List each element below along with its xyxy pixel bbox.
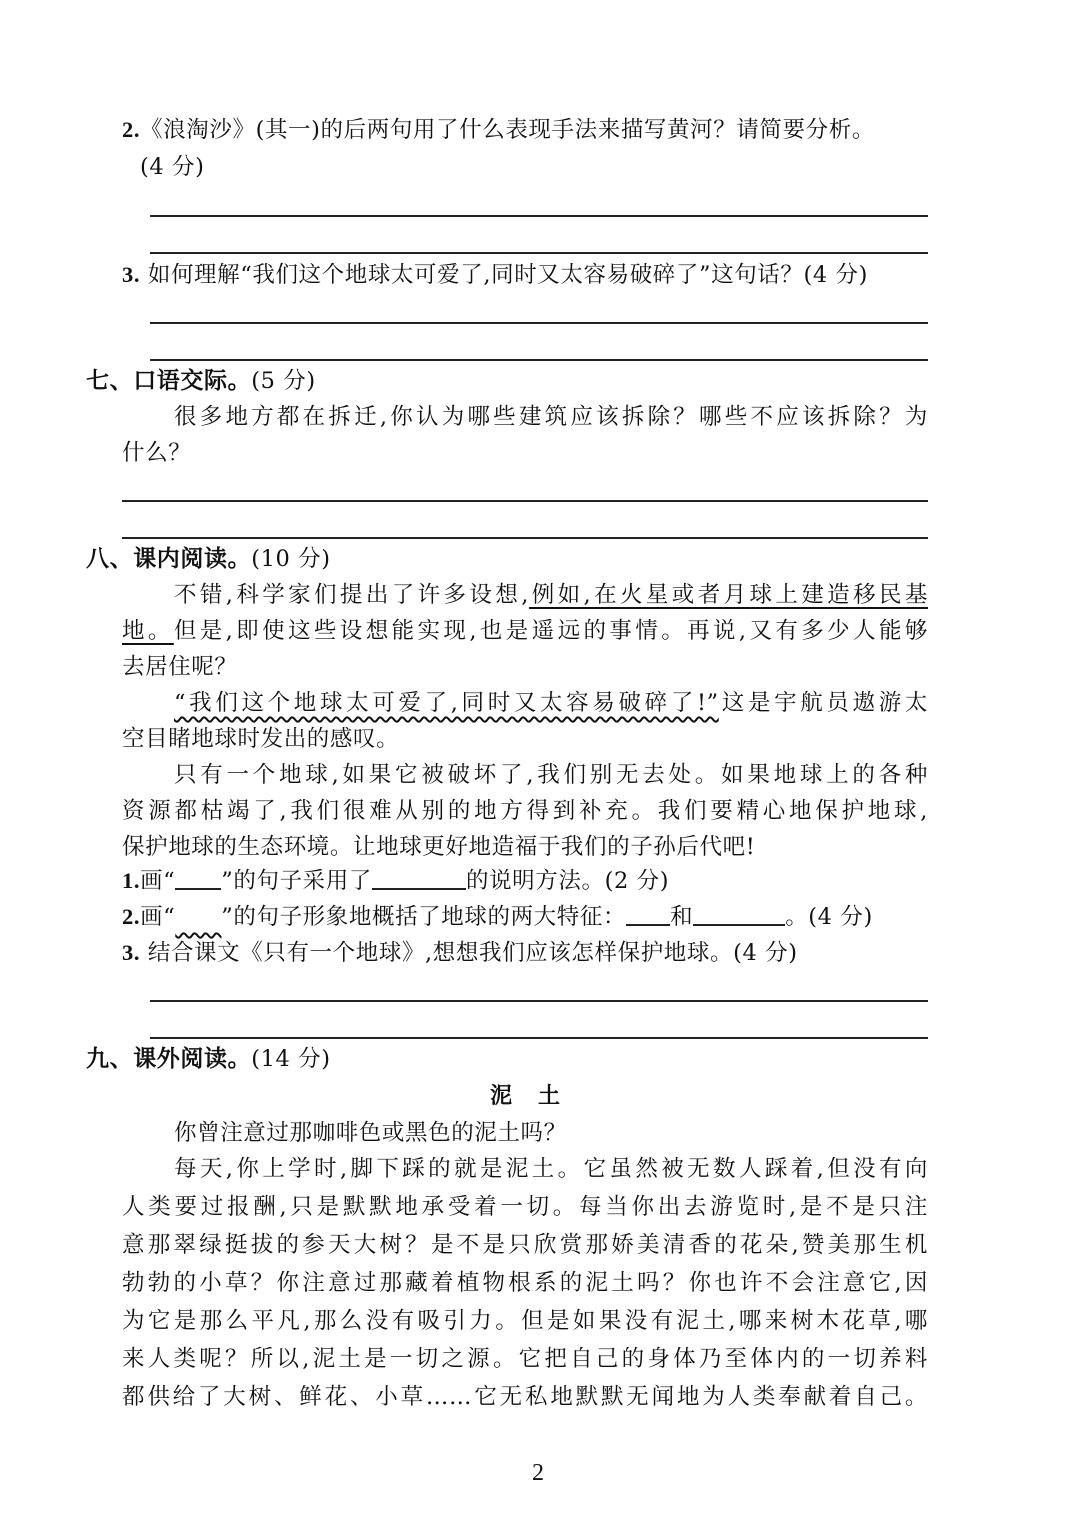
article-line: 都供给了大树、鲜花、小草……它无私地默默无闻地为人类奉献着自己。 <box>122 1384 928 1410</box>
passage-text: 但是,即使这些设想能实现,也是遥远的事情。再说,又有多少人能够 <box>173 618 928 644</box>
section-points: (5 分) <box>251 368 316 394</box>
passage-line: 资源都枯竭了,我们很难从别的地方得到补充。我们要精心地保护地球, <box>122 798 928 824</box>
wavy-underlined-sentence: “我们这个地球太可爱了,同时又太容易破碎了!” <box>174 690 719 716</box>
passage-line: 保护地球的生态环境。让地球更好地造福于我们的子孙后代吧! <box>122 834 756 860</box>
fill-in-blank[interactable] <box>626 902 670 926</box>
fill-in-blank[interactable] <box>372 866 466 890</box>
page-number: 2 <box>532 1460 545 1486</box>
section-title: 七、口语交际。 <box>86 368 252 394</box>
section-7-prompt-line-2: 什么？ <box>122 440 192 466</box>
section-points: (14 分) <box>251 1046 331 1072</box>
article-title: 泥土 <box>490 1084 587 1109</box>
question-text: ”的句子形象地概括了地球的两大特征： <box>221 904 627 930</box>
question-text: 画“ <box>140 904 176 930</box>
question-3 <box>122 936 798 970</box>
question-number: 2. <box>122 117 141 142</box>
question-text: 《浪淘沙》(其一)的后两句用了什么表现手法来描写黄河？请简要分析。 <box>140 117 875 143</box>
fill-in-blank[interactable] <box>693 902 785 926</box>
passage-line: 去居住呢？ <box>122 654 238 680</box>
answer-line[interactable] <box>150 1000 928 1002</box>
article-line: 每天,你上学时,脚下踩的就是泥土。它虽然被无数人踩着,但没有向 <box>174 1156 928 1182</box>
question-text: 的说明方法。(2 分) <box>465 868 670 894</box>
passage-line: 空目睹地球时发出的感叹。 <box>122 726 400 752</box>
article-line: 来人类呢？所以,泥土是一切之源。它把自己的身体乃至体内的一切养料 <box>122 1346 928 1372</box>
question-text: 画“ <box>140 868 176 894</box>
question-points: (4 分) <box>140 154 205 180</box>
answer-line[interactable] <box>150 1037 928 1039</box>
answer-line[interactable] <box>150 359 928 361</box>
answer-line[interactable] <box>150 215 928 217</box>
answer-line[interactable] <box>150 322 928 324</box>
underlined-sentence: 例如,在火星或者月球上建造移民基 <box>528 582 928 608</box>
question-text: ”的句子采用了 <box>221 868 372 894</box>
article-line: 为它是那么平凡,那么没有吸引力。但是如果没有泥土,哪来树木花草,哪 <box>122 1308 928 1334</box>
passage-line: 只有一个地球,如果它被破坏了,我们别无去处。如果地球上的各种 <box>174 762 928 788</box>
question-text: 结合课文《只有一个地球》,想想我们应该怎样保护地球。(4 分) <box>147 940 798 966</box>
question-number: 3. <box>122 262 141 287</box>
answer-line[interactable] <box>150 252 928 254</box>
section-title: 九、课外阅读。 <box>86 1046 252 1072</box>
answer-line[interactable] <box>122 537 928 539</box>
section-title: 八、课内阅读。 <box>86 546 252 572</box>
underline-symbol-blank <box>175 866 221 890</box>
passage-text: 这是宇航员遨游太 <box>718 690 929 716</box>
section-8-heading <box>86 542 331 576</box>
article-line: 你曾注意过那咖啡色或黑色的泥土吗？ <box>174 1120 567 1146</box>
passage-line <box>122 614 928 648</box>
question-2 <box>122 113 930 147</box>
underlined-sentence: 地。 <box>122 618 174 644</box>
answer-line[interactable] <box>122 500 928 502</box>
section-points: (10 分) <box>251 546 331 572</box>
section-9-heading <box>86 1042 331 1076</box>
article-line: 人类要过报酬,只是默默地承受着一切。每当你出去游览时,是不是只注 <box>122 1194 928 1220</box>
question-text: 。(4 分) <box>785 904 873 930</box>
passage-line <box>174 686 928 720</box>
passage-line <box>174 578 928 612</box>
passage-text: 不错,科学家们提出了许多设想, <box>174 582 529 608</box>
section-7-prompt-line-1: 很多地方都在拆迁,你认为哪些建筑应该拆除？哪些不应该拆除？为 <box>174 404 928 430</box>
question-3 <box>122 258 930 292</box>
question-2 <box>122 900 873 934</box>
article-line: 勃勃的小草？你注意过那藏着植物根系的泥土吗？你也许不会注意它,因 <box>122 1270 928 1296</box>
wavy-symbol-blank <box>175 902 221 924</box>
question-number: 1. <box>122 868 141 893</box>
question-1 <box>122 864 669 898</box>
question-text: 如何理解“我们这个地球太可爱了,同时又太容易破碎了”这句话？(4 分) <box>147 262 869 288</box>
question-text: 和 <box>670 904 694 930</box>
article-line: 意那翠绿挺拔的参天大树？是不是只欣赏那娇美清香的花朵,赞美那生机 <box>122 1232 928 1258</box>
question-number: 2. <box>122 904 141 929</box>
section-7-heading <box>86 364 316 398</box>
question-number: 3. <box>122 940 141 965</box>
